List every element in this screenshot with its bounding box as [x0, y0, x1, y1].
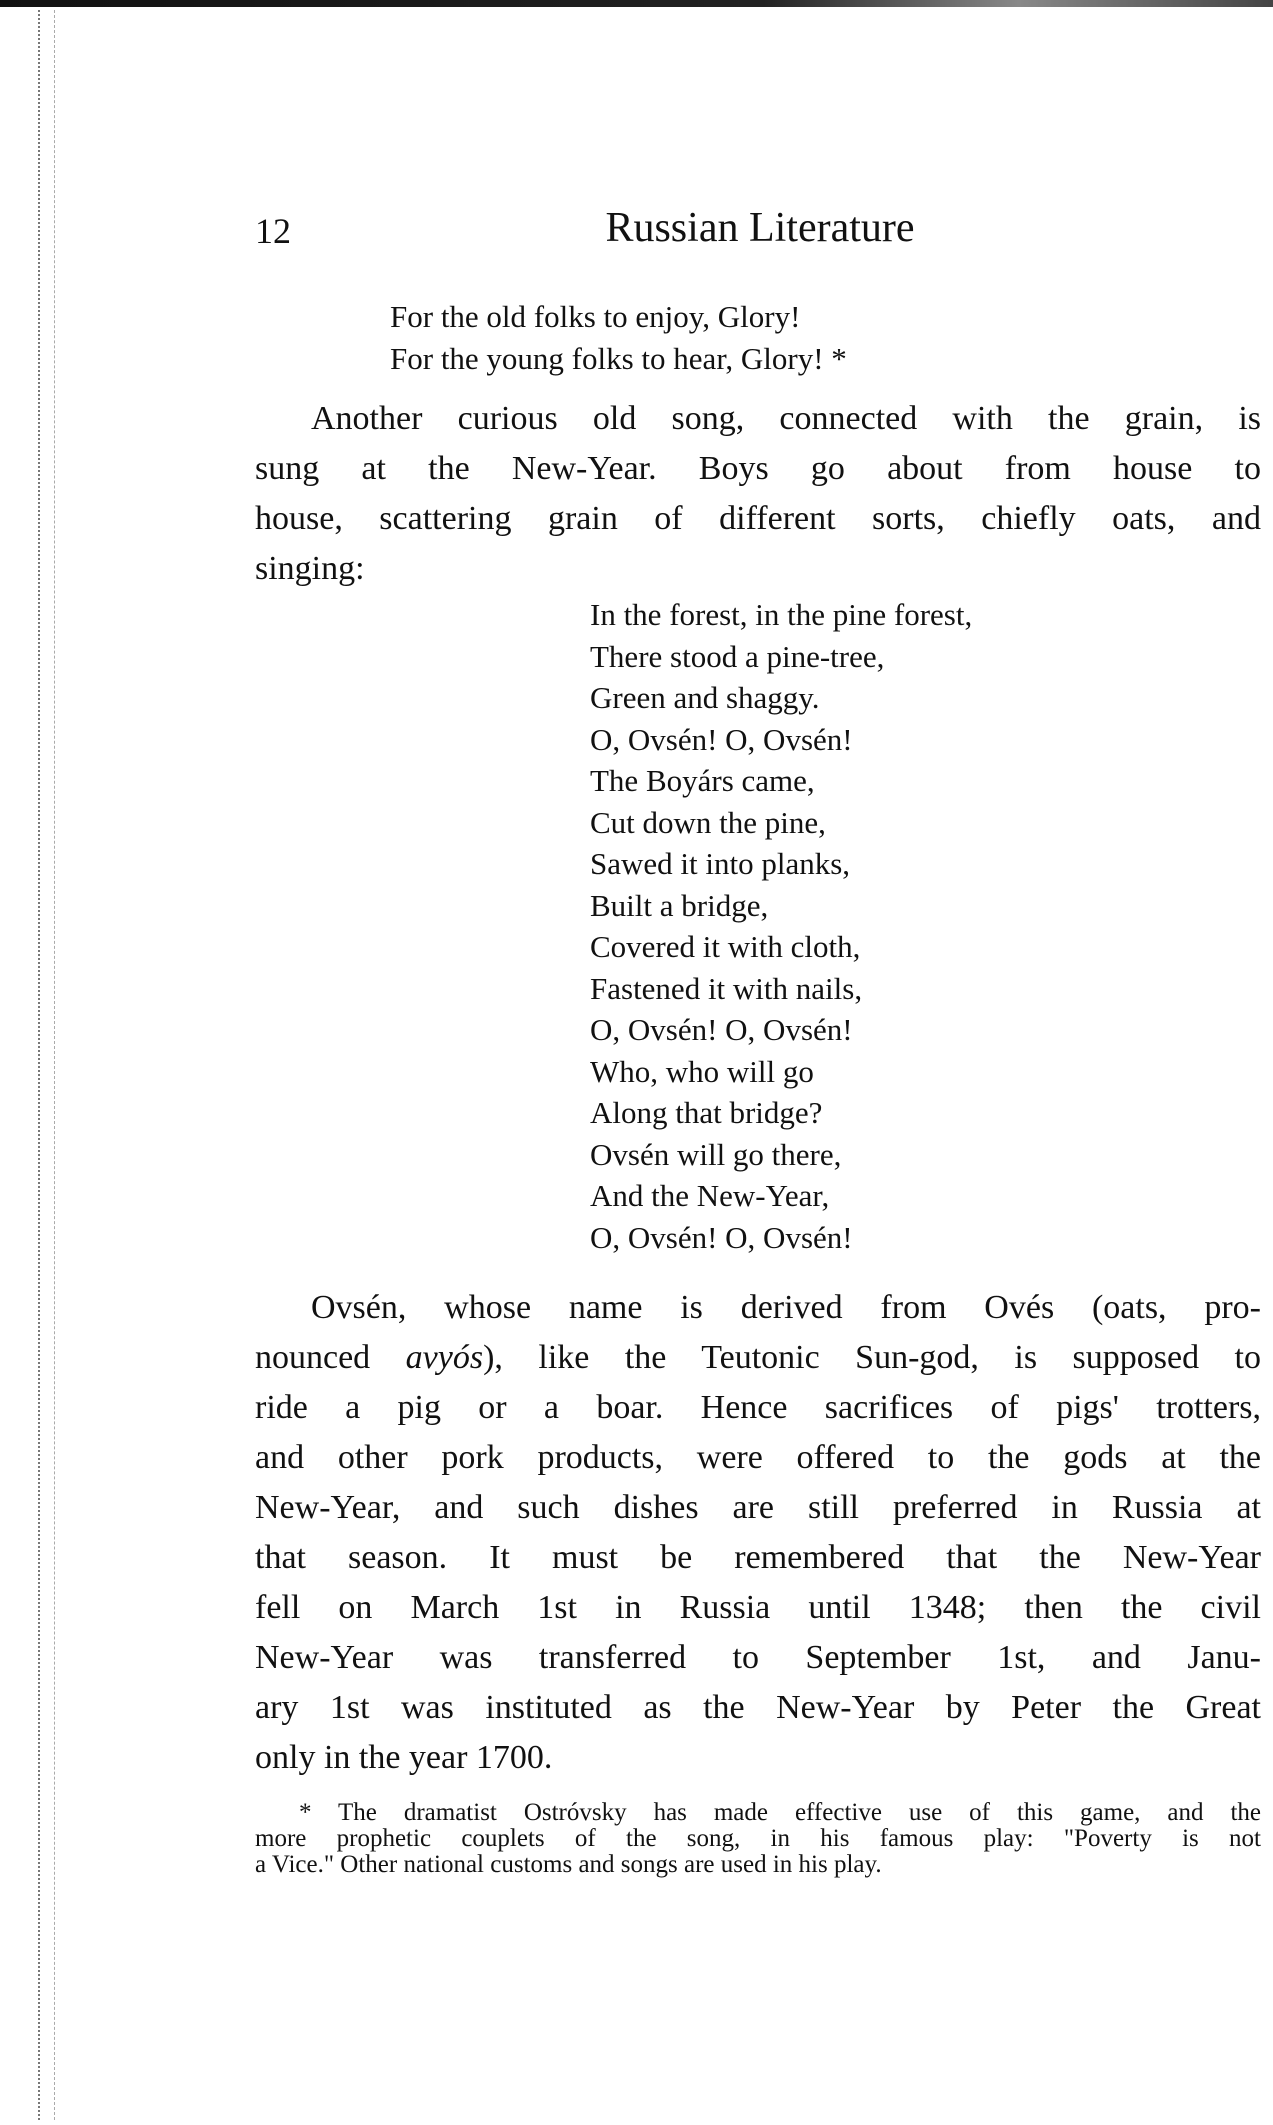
- verse-line: In the forest, in the pine forest,: [590, 597, 973, 632]
- text-line: house, scattering grain of different sorts, chiefly oats, and: [255, 500, 1261, 537]
- text-line: [255, 1333, 1261, 1383]
- page-number: 12: [255, 211, 291, 251]
- verse-line: Who, who will go: [590, 1053, 814, 1089]
- text-line: singing:: [255, 550, 365, 587]
- text-line: ary 1st was instituted as the New-Year by Peter the Great: [255, 1689, 1261, 1726]
- paragraph-new-year-song: [255, 394, 1261, 594]
- text-line: Ovsén, whose name is derived from Ovés (oats, pro-: [311, 1289, 1261, 1326]
- verse-line: For the old folks to enjoy, Glory!: [390, 299, 801, 334]
- verse-line: Covered it with cloth,: [590, 929, 861, 964]
- verse-line: Sawed it into planks,: [590, 846, 851, 881]
- scan-top-edge: [0, 0, 1273, 7]
- italic-pronunciation: avyós: [405, 1339, 484, 1376]
- text-fragment: nounced: [255, 1339, 406, 1376]
- verse-line: Along that bridge?: [590, 1095, 823, 1130]
- verse-line: The Boyárs came,: [590, 763, 815, 798]
- verse-couplet: [390, 296, 847, 379]
- text-line: ride a pig or a boar. Hence sacrifices of pigs' trotters,: [255, 1389, 1261, 1426]
- verse-line: There stood a pine-tree,: [590, 638, 885, 674]
- text-line: and other pork products, were offered to the gods at the: [255, 1439, 1261, 1476]
- verse-line: O, Ovsén! O, Ovsén!: [590, 1012, 853, 1047]
- footnote-line: more prophetic couplets of the song, in his famous play: "Poverty is not: [255, 1825, 1261, 1852]
- footnote-line: a Vice." Other national customs and songs are used in his play.: [255, 1851, 882, 1878]
- verse-line: Cut down the pine,: [590, 804, 826, 840]
- verse-line: O, Ovsén! O, Ovsén!: [590, 721, 853, 757]
- text-fragment: ), like the Teutonic Sun-god, is supposed to: [483, 1339, 1261, 1376]
- text-line: fell on March 1st in Russia until 1348; then the civil: [255, 1589, 1261, 1626]
- scan-binding-edge: [38, 10, 55, 2120]
- running-title: Russian Literature: [605, 205, 915, 251]
- text-line: sung at the New-Year. Boys go about from house to: [255, 450, 1261, 487]
- verse-line: Green and shaggy.: [590, 680, 820, 715]
- footnote-line: * The dramatist Ostróvsky has made effective use of this game, and the: [299, 1799, 1261, 1826]
- text-line: that season. It must be remembered that the New-Year: [255, 1539, 1261, 1576]
- verse-line: For the young folks to hear, Glory! *: [390, 340, 847, 376]
- ovsen-song: [590, 594, 972, 1258]
- text-line: Another curious old song, connected with the grain, is: [311, 400, 1261, 437]
- verse-line: And the New-Year,: [590, 1178, 830, 1213]
- text-line: New-Year, and such dishes are still preferred in Russia at: [255, 1489, 1261, 1526]
- footnote: [255, 1800, 1261, 1878]
- text-line: only in the year 1700.: [255, 1739, 553, 1776]
- verse-line: Fastened it with nails,: [590, 970, 863, 1006]
- text-line: New-Year was transferred to September 1st, and Janu-: [255, 1639, 1261, 1676]
- paragraph-ovsen: [255, 1283, 1261, 1783]
- verse-line: Ovsén will go there,: [590, 1136, 842, 1172]
- verse-line: Built a bridge,: [590, 887, 769, 923]
- verse-line: O, Ovsén! O, Ovsén!: [590, 1219, 853, 1255]
